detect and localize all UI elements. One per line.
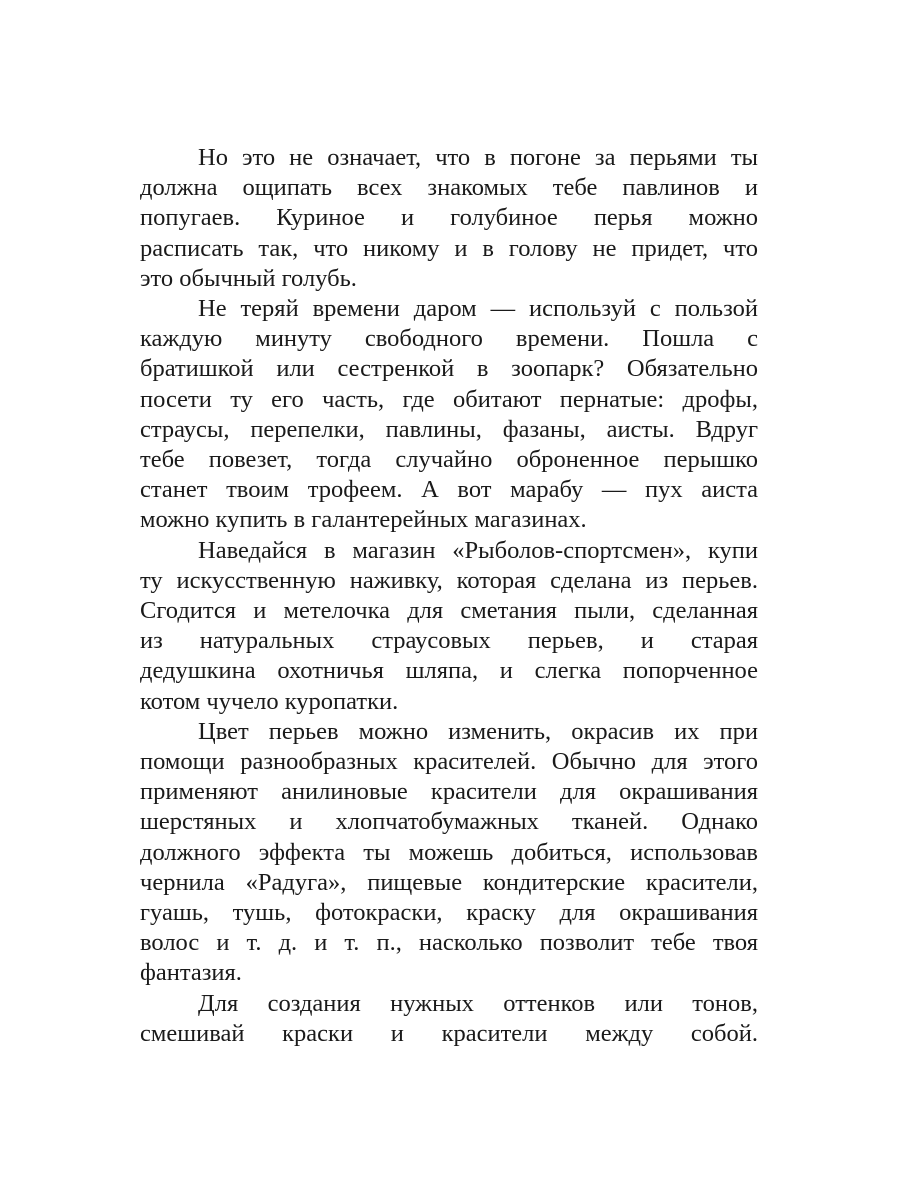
text-line: братишкой или сестренкой в зоопарк? Обязательно	[140, 355, 758, 383]
text-line: Наведайся в магазин «Рыболов-спортсмен», купи	[198, 536, 758, 564]
body-text	[140, 143, 758, 1049]
paragraph-1	[140, 143, 758, 294]
text-line: применяют анилиновые красители для окрашивания	[140, 778, 758, 806]
text-line: фантазия.	[140, 959, 242, 987]
text-line: станет твоим трофеем. А вот марабу — пух аиста	[140, 476, 758, 504]
text-line: Цвет перьев можно изменить, окрасив их при	[198, 717, 758, 745]
text-line: Не теряй времени даром — используй с пользой	[198, 295, 758, 323]
text-line: чернила «Радуга», пищевые кондитерские красители,	[140, 868, 758, 896]
text-line: помощи разнообразных красителей. Обычно для этого	[140, 748, 758, 776]
text-line: из натуральных страусовых перьев, и старая	[140, 627, 758, 655]
text-line: котом чучело куропатки.	[140, 687, 399, 715]
text-line: шерстяных и хлопчатобумажных тканей. Однако	[140, 808, 758, 836]
text-line: дедушкина охотничья шляпа, и слегка попорченное	[140, 657, 758, 685]
text-line: Сгодится и метелочка для сметания пыли, сделанная	[140, 597, 758, 625]
paragraph-4	[140, 717, 758, 989]
text-line: страусы, перепелки, павлины, фазаны, аисты. Вдруг	[140, 415, 758, 443]
text-line: расписать так, что никому и в голову не придет, что	[140, 234, 758, 262]
text-line: гуашь, тушь, фотокраски, краску для окрашивания	[140, 899, 758, 927]
text-line: можно купить в галантерейных магазинах.	[140, 506, 587, 534]
text-line: волос и т. д. и т. п., насколько позволит тебе твоя	[140, 929, 758, 957]
text-line: это обычный голубь.	[140, 264, 357, 292]
text-line: ту искусственную наживку, которая сделана из перьев.	[140, 566, 758, 594]
text-line: Но это не означает, что в погоне за перьями ты	[198, 144, 758, 171]
paragraph-5	[140, 989, 758, 1049]
text-line: каждую минуту свободного времени. Пошла с	[140, 325, 758, 353]
text-line: Для создания нужных оттенков или тонов,	[198, 989, 758, 1017]
text-line: смешивай краски и красители между собой.	[140, 1019, 758, 1047]
text-line: тебе повезет, тогда случайно оброненное перышко	[140, 446, 758, 474]
text-line: попугаев. Куриное и голубиное перья можно	[140, 204, 758, 232]
paragraph-3	[140, 536, 758, 717]
paragraph-2	[140, 294, 758, 536]
text-line: должна ощипать всех знакомых тебе павлинов и	[140, 174, 758, 202]
text-line: посети ту его часть, где обитают пернатые: дрофы,	[140, 385, 758, 413]
text-line: должного эффекта ты можешь добиться, использовав	[140, 838, 758, 866]
